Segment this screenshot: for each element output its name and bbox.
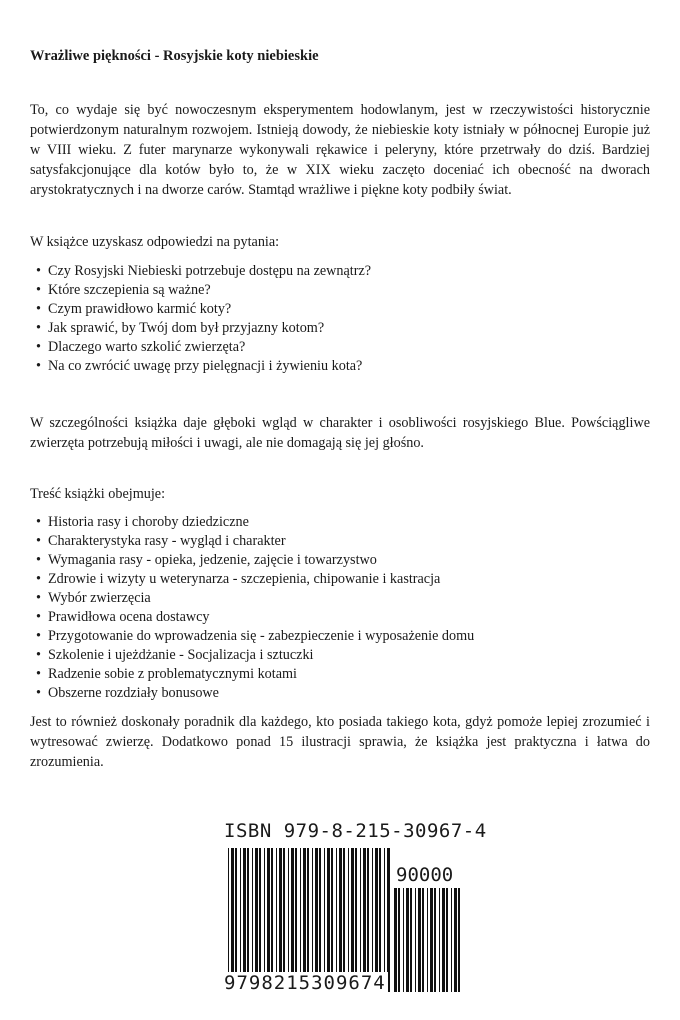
barcode-bar xyxy=(458,888,460,992)
barcode-bar xyxy=(307,848,309,992)
barcode-bar xyxy=(243,848,246,992)
barcode-bar xyxy=(252,848,253,992)
barcode-bar xyxy=(387,848,390,992)
list-item: • Szkolenie i ujeżdżanie - Socjalizacja i sztuczki xyxy=(30,646,474,665)
contents-heading: Treść książki obejmuje: xyxy=(30,486,166,502)
barcode-bar xyxy=(434,888,436,992)
barcode-bar xyxy=(375,848,378,992)
barcode-bar xyxy=(291,848,294,992)
barcode-bar xyxy=(398,888,400,992)
barcode-bar xyxy=(295,848,297,992)
barcode-bar xyxy=(367,848,369,992)
barcode-bar xyxy=(384,848,385,992)
barcode-bar xyxy=(348,848,349,992)
list-item: • Prawidłowa ocena dostawcy xyxy=(30,608,474,627)
barcode-bar xyxy=(312,848,313,992)
barcode-bar xyxy=(418,888,421,992)
barcode-bar xyxy=(327,848,330,992)
barcode-bar xyxy=(276,848,277,992)
barcode-bar xyxy=(324,848,325,992)
barcode-bar xyxy=(303,848,306,992)
barcode-digits: 9798215309674 xyxy=(224,972,386,994)
barcode-bar xyxy=(403,888,404,992)
list-item: • Które szczepienia są ważne? xyxy=(30,281,371,300)
barcode-bar xyxy=(264,848,265,992)
barcode-bar xyxy=(363,848,366,992)
list-item: • Historia rasy i choroby dziedziczne xyxy=(30,513,474,532)
book-title: Wrażliwe piękności - Rosyjskie koty niebieskie xyxy=(30,48,319,64)
barcode-bar xyxy=(355,848,357,992)
barcode-bar xyxy=(406,888,409,992)
barcode-bar xyxy=(360,848,361,992)
questions-heading: W książce uzyskasz odpowiedzi na pytania: xyxy=(30,234,280,250)
barcode-bar xyxy=(415,888,416,992)
barcode-bar xyxy=(446,888,448,992)
list-item: • Wymagania rasy - opieka, jedzenie, zajęcie i towarzystwo xyxy=(30,551,474,570)
list-item: • Dlaczego warto szkolić zwierzęta? xyxy=(30,338,371,357)
barcode-bar xyxy=(351,848,354,992)
barcode-bar xyxy=(279,848,282,992)
barcode-bar xyxy=(231,848,234,992)
list-item: • Czy Rosyjski Niebieski potrzebuje dostępu na zewnątrz? xyxy=(30,262,371,281)
barcode-bar xyxy=(228,848,229,992)
barcode-bar xyxy=(343,848,345,992)
barcode-bar xyxy=(288,848,289,992)
list-item: • Czym prawidłowo karmić koty? xyxy=(30,300,371,319)
barcode-bar xyxy=(255,848,258,992)
barcode-bar xyxy=(427,888,428,992)
intro-paragraph: To, co wydaje się być nowoczesnym eksperymentem hodowlanym, jest w rzeczywistości historycznie potwierdzonym naturalnym rozwojem. Istnieją dowody, że niebieskie koty istniały w północnej Europie już w VIII wieku. Z futer marynarze wykonywali rękawice i peleryny, które przetrwały do dziś. Bardziej satysfakcjonujące dla kotów było to, że w XIX wieku zaczęto doceniać ich obecność na dworach arystokratycznych i na dworze carów. Stamtąd wrażliwe i piękne koty podbiły świat. xyxy=(30,102,650,198)
questions-list xyxy=(30,262,371,376)
barcode-bar xyxy=(336,848,337,992)
list-item: • Jak sprawić, by Twój dom był przyjazny kotom? xyxy=(30,319,371,338)
barcode-bar xyxy=(430,888,433,992)
barcode-bar xyxy=(410,888,412,992)
list-item: • Charakterystyka rasy - wygląd i charakter xyxy=(30,532,474,551)
barcode-bar xyxy=(315,848,318,992)
barcode-bar xyxy=(283,848,285,992)
insight-paragraph: W szczególności książka daje głęboki wgląd w charakter i osobliwości rosyjskiego Blue. Powściągliwe zwierzęta potrzebują miłości i uwagi, ale nie domagają się jej głośno. xyxy=(30,415,650,451)
barcode-bar xyxy=(267,848,270,992)
closing-paragraph: Jest to również doskonały poradnik dla każdego, kto posiada takiego kota, gdyż pomoże lepiej zrozumieć i wytresować zwierzę. Dodatkowo ponad 15 ilustracji sprawia, że książka jest praktyczna i łatwa do zrozumienia. xyxy=(30,714,650,770)
isbn-label: ISBN 979-8-215-30967-4 xyxy=(224,820,487,842)
barcode-bar xyxy=(240,848,241,992)
barcode-bar xyxy=(319,848,321,992)
barcode-bar xyxy=(442,888,445,992)
list-item: • Wybór zwierzęcia xyxy=(30,589,474,608)
barcode-bar xyxy=(235,848,237,992)
barcode-bar xyxy=(331,848,333,992)
contents-list xyxy=(30,513,474,703)
barcode-bar xyxy=(422,888,424,992)
barcode-bar xyxy=(300,848,301,992)
barcode-bar xyxy=(339,848,342,992)
barcode-bar xyxy=(394,888,397,992)
barcode-bar xyxy=(259,848,261,992)
list-item: • Przygotowanie do wprowadzenia się - zabezpieczenie i wyposażenie domu xyxy=(30,627,474,646)
list-item: • Obszerne rozdziały bonusowe xyxy=(30,684,474,703)
list-item: • Na co zwrócić uwagę przy pielęgnacji i żywieniu kota? xyxy=(30,357,371,376)
barcode-bar xyxy=(271,848,273,992)
isbn-barcode xyxy=(224,820,487,1020)
barcode-bar xyxy=(451,888,452,992)
barcode-bar xyxy=(247,848,249,992)
barcode-bar xyxy=(454,888,457,992)
barcode-bar xyxy=(372,848,373,992)
list-item: • Radzenie sobie z problematycznymi kotami xyxy=(30,665,474,684)
price-code: 90000 xyxy=(396,864,454,886)
barcode-bar xyxy=(379,848,381,992)
list-item: • Zdrowie i wizyty u weterynarza - szczepienia, chipowanie i kastracja xyxy=(30,570,474,589)
barcode-bar xyxy=(439,888,440,992)
